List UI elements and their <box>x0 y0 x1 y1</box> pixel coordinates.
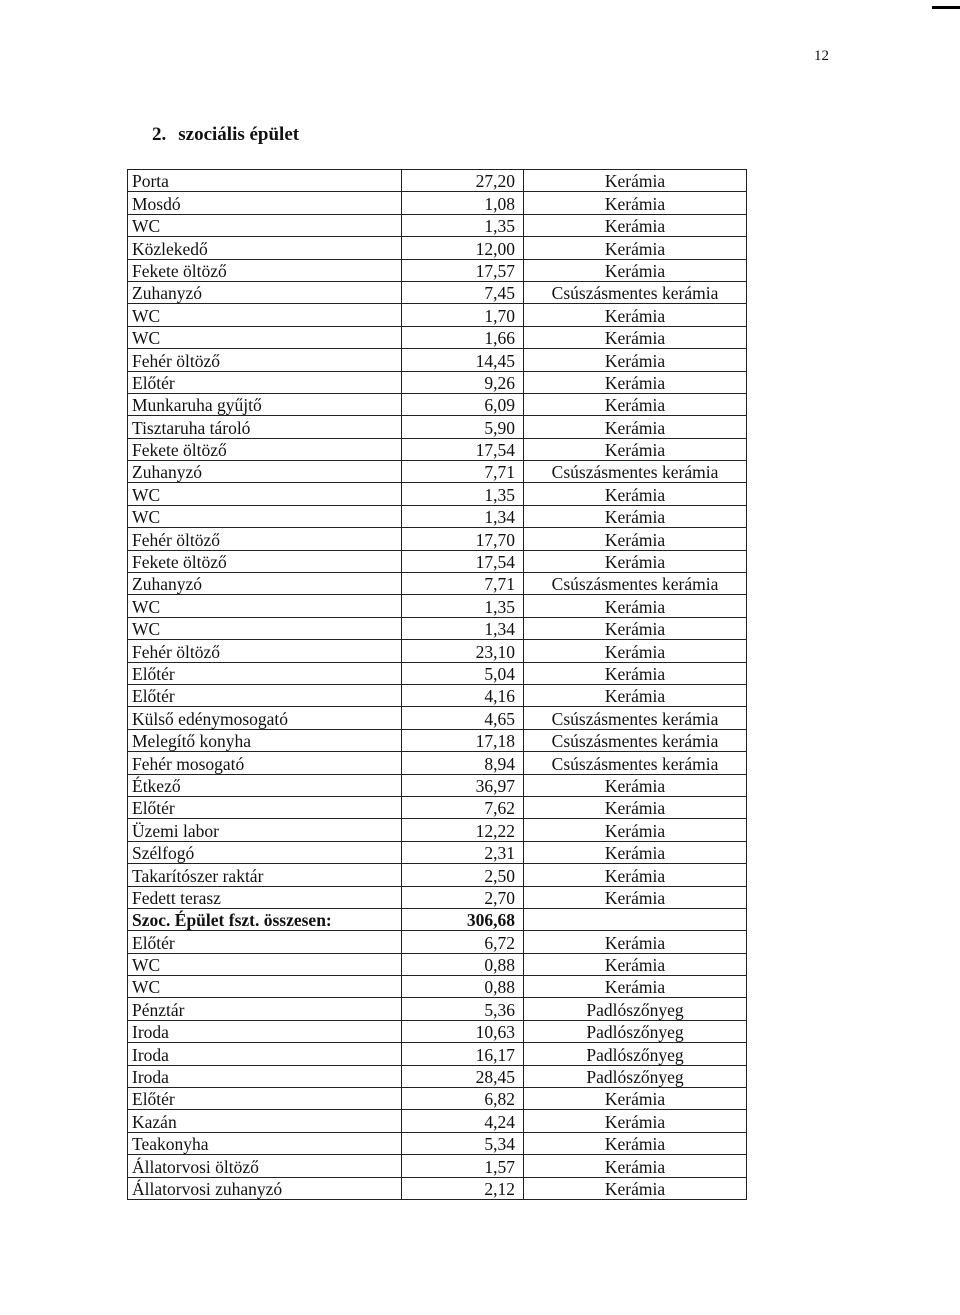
area-cell: 1,34 <box>402 617 524 639</box>
room-name-cell: Tisztaruha tároló <box>128 416 402 438</box>
floor-covering-cell: Kerámia <box>524 528 747 550</box>
room-name-cell: Szélfogó <box>128 841 402 863</box>
room-name-cell: Fehér öltöző <box>128 528 402 550</box>
table-row <box>128 214 747 236</box>
section-number: 2. <box>152 124 167 145</box>
floor-covering-cell: Kerámia <box>524 1132 747 1154</box>
table-row <box>128 416 747 438</box>
floor-covering-cell: Padlószőnyeg <box>524 1043 747 1065</box>
area-cell: 27,20 <box>402 170 524 192</box>
floor-covering-cell: Csúszásmentes kerámia <box>524 461 747 483</box>
area-cell: 5,04 <box>402 662 524 684</box>
table-row <box>128 662 747 684</box>
floor-covering-cell: Kerámia <box>524 393 747 415</box>
floor-covering-cell: Kerámia <box>524 438 747 460</box>
area-cell: 5,90 <box>402 416 524 438</box>
floor-covering-cell: Padlószőnyeg <box>524 1020 747 1042</box>
area-cell: 17,54 <box>402 550 524 572</box>
table-row <box>128 192 747 214</box>
area-cell: 5,34 <box>402 1132 524 1154</box>
floor-covering-cell: Csúszásmentes kerámia <box>524 729 747 751</box>
room-name-cell: Fehér mosogató <box>128 752 402 774</box>
floor-covering-cell: Kerámia <box>524 192 747 214</box>
floor-covering-cell: Kerámia <box>524 416 747 438</box>
floor-covering-cell: Kerámia <box>524 550 747 572</box>
area-cell: 23,10 <box>402 640 524 662</box>
floor-covering-cell: Kerámia <box>524 662 747 684</box>
area-cell: 7,62 <box>402 796 524 818</box>
room-name-cell: Előtér <box>128 684 402 706</box>
table-row <box>128 707 747 729</box>
table-row <box>128 931 747 953</box>
area-cell: 1,35 <box>402 483 524 505</box>
total-row <box>128 908 747 930</box>
room-name-cell: WC <box>128 326 402 348</box>
area-cell: 8,94 <box>402 752 524 774</box>
floor-covering-cell: Kerámia <box>524 796 747 818</box>
room-name-cell: Külső edénymosogató <box>128 707 402 729</box>
area-cell: 4,24 <box>402 1110 524 1132</box>
room-name-cell: Zuhanyzó <box>128 573 402 595</box>
area-cell: 1,57 <box>402 1155 524 1177</box>
area-cell: 12,22 <box>402 819 524 841</box>
floor-covering-cell <box>524 908 747 930</box>
floor-covering-cell: Kerámia <box>524 483 747 505</box>
room-name-cell: WC <box>128 304 402 326</box>
table-row <box>128 304 747 326</box>
table-row <box>128 461 747 483</box>
floor-covering-cell: Kerámia <box>524 259 747 281</box>
room-name-cell: Zuhanyzó <box>128 281 402 303</box>
page-number: 12 <box>814 48 829 64</box>
table-row <box>128 796 747 818</box>
room-name-cell: WC <box>128 483 402 505</box>
room-name-cell: Előtér <box>128 796 402 818</box>
room-name-cell: Szoc. Épület fszt. összesen: <box>128 908 402 930</box>
floor-covering-cell: Kerámia <box>524 640 747 662</box>
room-name-cell: WC <box>128 595 402 617</box>
table-row <box>128 1177 747 1199</box>
room-name-cell: Mosdó <box>128 192 402 214</box>
table-row <box>128 170 747 192</box>
floor-covering-cell: Kerámia <box>524 349 747 371</box>
room-name-cell: Munkaruha gyűjtő <box>128 393 402 415</box>
floor-covering-cell: Csúszásmentes kerámia <box>524 752 747 774</box>
room-name-cell: Zuhanyzó <box>128 461 402 483</box>
floor-covering-cell: Kerámia <box>524 953 747 975</box>
floor-covering-cell: Kerámia <box>524 976 747 998</box>
area-cell: 9,26 <box>402 371 524 393</box>
floor-covering-cell: Kerámia <box>524 1177 747 1199</box>
table-row <box>128 438 747 460</box>
table-row <box>128 684 747 706</box>
table-row <box>128 281 747 303</box>
table-row <box>128 1043 747 1065</box>
area-cell: 0,88 <box>402 953 524 975</box>
area-cell: 1,35 <box>402 214 524 236</box>
table-row <box>128 953 747 975</box>
room-name-cell: Fedett terasz <box>128 886 402 908</box>
area-cell: 6,82 <box>402 1088 524 1110</box>
area-cell: 7,71 <box>402 461 524 483</box>
floor-covering-cell: Kerámia <box>524 1088 747 1110</box>
floor-covering-cell: Kerámia <box>524 886 747 908</box>
floor-covering-cell: Kerámia <box>524 1110 747 1132</box>
table-row <box>128 1132 747 1154</box>
room-name-cell: Iroda <box>128 1020 402 1042</box>
section-heading <box>152 124 299 146</box>
area-cell: 1,08 <box>402 192 524 214</box>
area-cell: 2,12 <box>402 1177 524 1199</box>
table-row <box>128 819 747 841</box>
room-name-cell: Fehér öltöző <box>128 349 402 371</box>
room-name-cell: Kazán <box>128 1110 402 1132</box>
floor-covering-cell: Kerámia <box>524 841 747 863</box>
room-name-cell: Melegítő konyha <box>128 729 402 751</box>
room-name-cell: WC <box>128 976 402 998</box>
area-cell: 0,88 <box>402 976 524 998</box>
floor-covering-cell: Kerámia <box>524 326 747 348</box>
room-name-cell: WC <box>128 214 402 236</box>
table-row <box>128 393 747 415</box>
floor-covering-cell: Csúszásmentes kerámia <box>524 281 747 303</box>
floor-covering-cell: Kerámia <box>524 617 747 639</box>
room-table-body <box>128 170 747 1200</box>
room-name-cell: Állatorvosi öltöző <box>128 1155 402 1177</box>
room-name-cell: Iroda <box>128 1043 402 1065</box>
area-cell: 4,16 <box>402 684 524 706</box>
room-name-cell: Porta <box>128 170 402 192</box>
area-cell: 17,70 <box>402 528 524 550</box>
floor-covering-cell: Kerámia <box>524 304 747 326</box>
floor-covering-cell: Kerámia <box>524 774 747 796</box>
floor-covering-cell: Kerámia <box>524 819 747 841</box>
table-row <box>128 886 747 908</box>
area-cell: 10,63 <box>402 1020 524 1042</box>
room-name-cell: Előtér <box>128 931 402 953</box>
floor-covering-cell: Padlószőnyeg <box>524 1065 747 1087</box>
table-row <box>128 528 747 550</box>
floor-covering-cell: Kerámia <box>524 214 747 236</box>
table-row <box>128 864 747 886</box>
room-name-cell: Teakonyha <box>128 1132 402 1154</box>
table-row <box>128 371 747 393</box>
room-name-cell: Üzemi labor <box>128 819 402 841</box>
area-cell: 306,68 <box>402 908 524 930</box>
area-cell: 2,70 <box>402 886 524 908</box>
area-cell: 4,65 <box>402 707 524 729</box>
floor-covering-cell: Kerámia <box>524 1155 747 1177</box>
room-name-cell: Közlekedő <box>128 237 402 259</box>
area-cell: 6,72 <box>402 931 524 953</box>
floor-covering-cell: Kerámia <box>524 505 747 527</box>
room-name-cell: Előtér <box>128 371 402 393</box>
floor-covering-cell: Kerámia <box>524 931 747 953</box>
table-row <box>128 1020 747 1042</box>
room-name-cell: Állatorvosi zuhanyzó <box>128 1177 402 1199</box>
table-row <box>128 774 747 796</box>
scan-edge-mark <box>932 6 960 9</box>
room-name-cell: Étkező <box>128 774 402 796</box>
table-row <box>128 259 747 281</box>
floor-covering-cell: Csúszásmentes kerámia <box>524 707 747 729</box>
floor-covering-cell: Padlószőnyeg <box>524 998 747 1020</box>
area-cell: 17,54 <box>402 438 524 460</box>
area-cell: 17,18 <box>402 729 524 751</box>
table-row <box>128 752 747 774</box>
room-name-cell: Fekete öltöző <box>128 259 402 281</box>
area-cell: 5,36 <box>402 998 524 1020</box>
table-row <box>128 349 747 371</box>
table-row <box>128 841 747 863</box>
table-row <box>128 640 747 662</box>
area-cell: 17,57 <box>402 259 524 281</box>
table-row <box>128 237 747 259</box>
table-row <box>128 573 747 595</box>
room-name-cell: WC <box>128 505 402 527</box>
area-cell: 1,34 <box>402 505 524 527</box>
table-row <box>128 326 747 348</box>
area-cell: 28,45 <box>402 1065 524 1087</box>
area-cell: 36,97 <box>402 774 524 796</box>
table-row <box>128 998 747 1020</box>
table-row <box>128 1110 747 1132</box>
room-name-cell: Fekete öltöző <box>128 550 402 572</box>
floor-covering-cell: Kerámia <box>524 170 747 192</box>
area-cell: 1,70 <box>402 304 524 326</box>
area-cell: 14,45 <box>402 349 524 371</box>
room-name-cell: Fehér öltöző <box>128 640 402 662</box>
area-cell: 1,35 <box>402 595 524 617</box>
table-row <box>128 617 747 639</box>
table-row <box>128 1155 747 1177</box>
table-row <box>128 729 747 751</box>
room-name-cell: Előtér <box>128 1088 402 1110</box>
room-name-cell: Pénztár <box>128 998 402 1020</box>
room-name-cell: Iroda <box>128 1065 402 1087</box>
area-cell: 7,45 <box>402 281 524 303</box>
table-row <box>128 483 747 505</box>
section-title: szociális épület <box>178 124 300 145</box>
area-cell: 6,09 <box>402 393 524 415</box>
table-row <box>128 550 747 572</box>
area-cell: 1,66 <box>402 326 524 348</box>
floor-covering-cell: Kerámia <box>524 237 747 259</box>
table-row <box>128 595 747 617</box>
table-row <box>128 505 747 527</box>
room-name-cell: Előtér <box>128 662 402 684</box>
room-name-cell: WC <box>128 617 402 639</box>
table-row <box>128 1065 747 1087</box>
floor-covering-cell: Kerámia <box>524 595 747 617</box>
room-name-cell: WC <box>128 953 402 975</box>
area-cell: 12,00 <box>402 237 524 259</box>
table-row <box>128 1088 747 1110</box>
table-row <box>128 976 747 998</box>
room-name-cell: Fekete öltöző <box>128 438 402 460</box>
floor-covering-cell: Kerámia <box>524 684 747 706</box>
floor-covering-cell: Kerámia <box>524 864 747 886</box>
area-cell: 16,17 <box>402 1043 524 1065</box>
room-name-cell: Takarítószer raktár <box>128 864 402 886</box>
floor-covering-cell: Csúszásmentes kerámia <box>524 573 747 595</box>
area-cell: 2,50 <box>402 864 524 886</box>
area-cell: 7,71 <box>402 573 524 595</box>
area-cell: 2,31 <box>402 841 524 863</box>
room-table <box>127 169 747 1200</box>
floor-covering-cell: Kerámia <box>524 371 747 393</box>
